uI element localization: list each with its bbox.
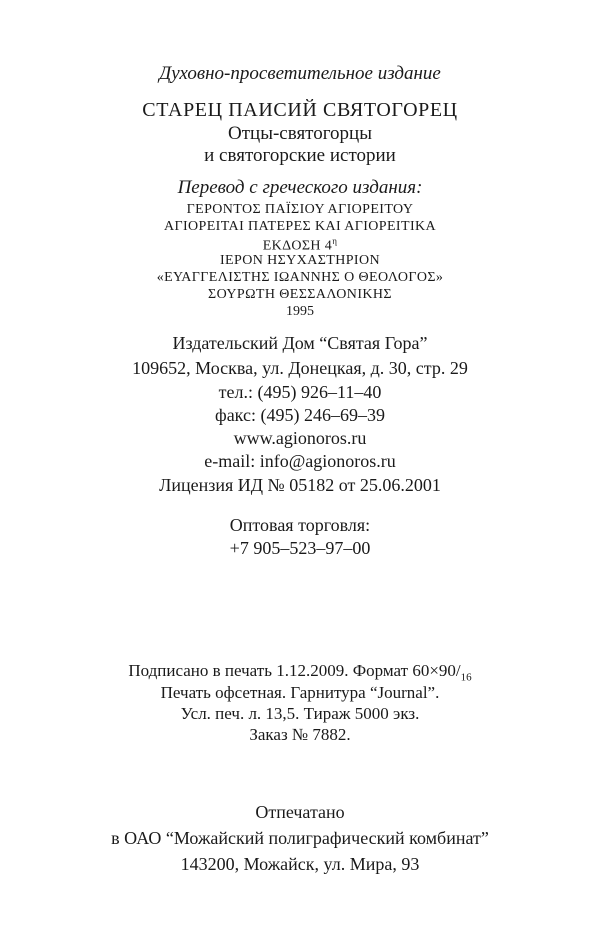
imprint-print: Печать офсетная. Гарнитура “Journal”. bbox=[160, 683, 440, 702]
book-title-line1: Отцы-святогорцы bbox=[228, 123, 372, 144]
book-title-line2: и святогорские истории bbox=[204, 145, 396, 166]
imprint-signed-line bbox=[0, 662, 600, 683]
imprint-signed: Подписано в печать 1.12.2009. Формат 60×90/ bbox=[128, 661, 461, 680]
printer-address: 143200, Можайск, ул. Мира, 93 bbox=[180, 854, 420, 874]
publisher-name: Издательский Дом “Святая Гора” bbox=[172, 333, 428, 353]
publisher-address: 109652, Москва, ул. Донецкая, д. 30, стр. 29 bbox=[132, 358, 468, 378]
format-denominator: 16 bbox=[460, 671, 472, 684]
greek-line-5: «ΕΥΑΓΓΕΛΙΣΤΗΣ ΙΩΑΝΝΗΣ Ο ΘΕΟΛΟΓΟΣ» bbox=[156, 270, 444, 285]
edition-superscript: η bbox=[332, 236, 338, 246]
wholesale-phone: +7 905–523–97–00 bbox=[229, 538, 371, 558]
publisher-tel: тел.: (495) 926–11–40 bbox=[218, 382, 382, 402]
greek-line-4: ΙΕΡΟΝ ΗΣΥΧΑΣΤΗΡΙΟΝ bbox=[220, 253, 380, 268]
publisher-fax: факс: (495) 246–69–39 bbox=[215, 405, 385, 425]
translation-label: Перевод с греческого издания: bbox=[177, 177, 423, 198]
series-label: Духовно-просветительное издание bbox=[159, 63, 441, 84]
wholesale-label: Оптовая торговля: bbox=[229, 515, 371, 535]
author-title: СТАРЕЦ ПАИСИЙ СВЯТОГОРЕЦ bbox=[142, 99, 458, 121]
imprint-volume: Усл. печ. л. 13,5. Тираж 5000 экз. bbox=[180, 704, 420, 723]
greek-year: 1995 bbox=[286, 304, 314, 319]
publisher-license: Лицензия ИД № 05182 от 25.06.2001 bbox=[159, 475, 441, 495]
greek-line-3: ΕΚΔΟΣΗ 4 bbox=[262, 238, 333, 254]
printer-label: Отпечатано bbox=[255, 802, 345, 822]
greek-line-6: ΣΟΥΡΩΤΗ ΘΕΣΣΑΛΟΝΙΚΗΣ bbox=[208, 287, 392, 302]
publisher-email: e-mail: info@agionoros.ru bbox=[204, 451, 396, 471]
printer-name: в ОАО “Можайский полиграфический комбинат” bbox=[111, 828, 489, 848]
greek-edition-line bbox=[0, 237, 600, 254]
greek-line-2: ΑΓΙΟΡΕΙΤΑΙ ΠΑΤΕΡΕΣ ΚΑΙ ΑΓΙΟΡΕΙΤΙΚΑ bbox=[163, 219, 437, 234]
greek-line-1: ΓΕΡΟΝΤΟΣ ΠΑΪΣΙΟΥ ΑΓΙΟΡΕΙΤΟΥ bbox=[186, 202, 414, 217]
imprint-order: Заказ № 7882. bbox=[249, 725, 351, 744]
publisher-website: www.agionoros.ru bbox=[233, 428, 367, 448]
